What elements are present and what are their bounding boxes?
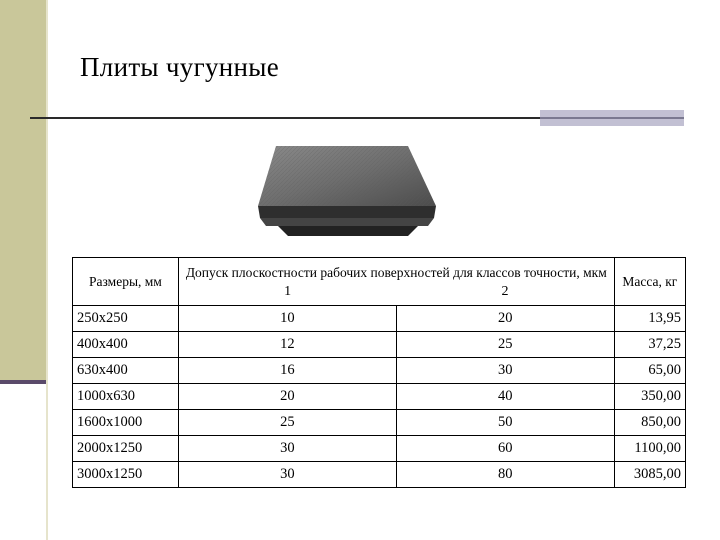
cell-class-2: 60 (396, 436, 614, 462)
cell-class-2: 80 (396, 462, 614, 488)
header-mass: Масса, кг (614, 258, 685, 306)
cell-mass: 3085,00 (614, 462, 685, 488)
header-class-2: 2 (396, 281, 614, 306)
title-rule (30, 117, 540, 119)
header-size: Размеры, мм (73, 258, 179, 306)
table-row (73, 306, 686, 332)
cell-class-1: 30 (178, 462, 396, 488)
cell-class-2: 40 (396, 384, 614, 410)
table-row (73, 410, 686, 436)
cell-class-1: 30 (178, 436, 396, 462)
cell-size: 2000х1250 (73, 436, 179, 462)
slide-title: Плиты чугунные (80, 52, 279, 82)
cell-size: 400х400 (73, 332, 179, 358)
cell-mass: 37,25 (614, 332, 685, 358)
table-row (73, 462, 686, 488)
cell-class-2: 25 (396, 332, 614, 358)
cell-mass: 850,00 (614, 410, 685, 436)
cell-size: 1000х630 (73, 384, 179, 410)
cell-mass: 1100,00 (614, 436, 685, 462)
cell-size: 3000х1250 (73, 462, 179, 488)
cast-iron-plate-photo (248, 136, 440, 240)
cell-mass: 65,00 (614, 358, 685, 384)
side-bar-line (46, 0, 48, 540)
cell-class-1: 10 (178, 306, 396, 332)
cell-class-1: 16 (178, 358, 396, 384)
cell-class-1: 20 (178, 384, 396, 410)
table-header-row (73, 258, 686, 282)
specification-table (72, 257, 686, 488)
header-class-1: 1 (178, 281, 396, 306)
header-tolerance: Допуск плоскостности рабочих поверхностей для классов точности, мкм (178, 258, 614, 282)
cell-size: 630х400 (73, 358, 179, 384)
cell-class-2: 20 (396, 306, 614, 332)
cell-size: 1600х1000 (73, 410, 179, 436)
cell-class-2: 30 (396, 358, 614, 384)
table-row (73, 436, 686, 462)
title-rule-block-line (540, 117, 684, 119)
cell-size: 250х250 (73, 306, 179, 332)
cell-class-2: 50 (396, 410, 614, 436)
side-bar-edge (0, 380, 46, 384)
cell-class-1: 25 (178, 410, 396, 436)
cell-class-1: 12 (178, 332, 396, 358)
side-bar-decoration (0, 0, 46, 380)
table-row (73, 332, 686, 358)
cell-mass: 350,00 (614, 384, 685, 410)
table-row (73, 358, 686, 384)
cell-mass: 13,95 (614, 306, 685, 332)
table-row (73, 384, 686, 410)
